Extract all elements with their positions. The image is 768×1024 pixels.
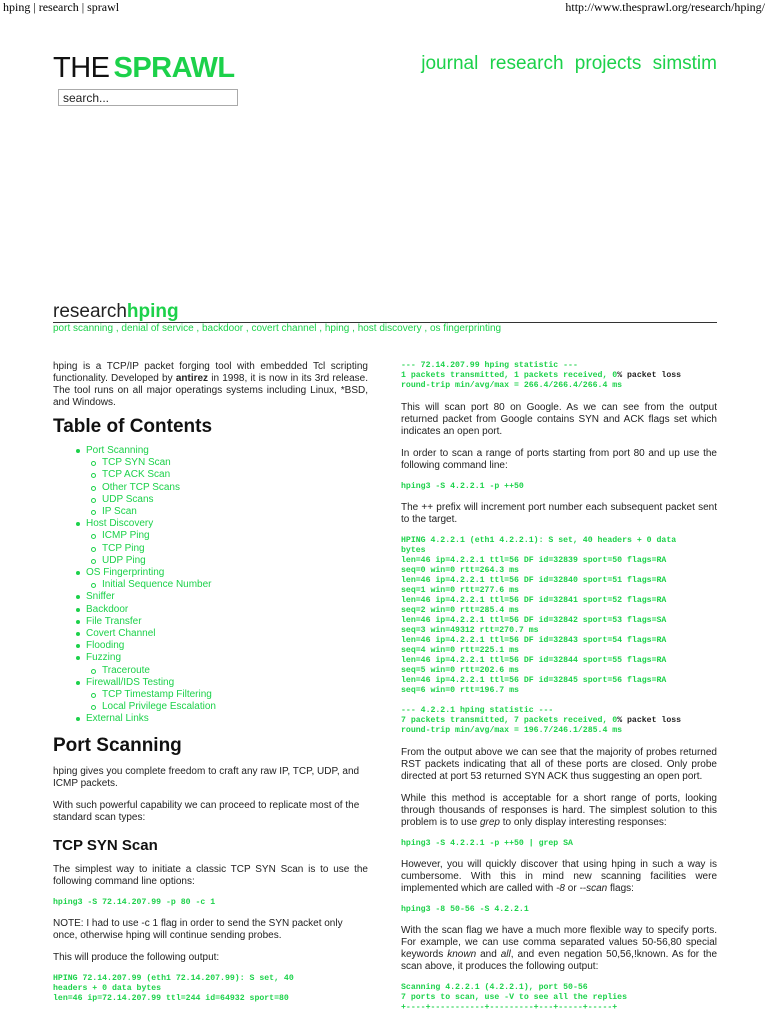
toc-item xyxy=(53,677,368,714)
code-block: hping3 -S 4.2.2.1 -p ++50 | grep SA xyxy=(401,839,573,848)
toc-item xyxy=(53,713,368,725)
toc-sublink[interactable]: TCP ACK Scan xyxy=(102,469,171,481)
code-block: hping3 -8 50-56 -S 4.2.2.1 xyxy=(401,905,529,914)
toc-subitem xyxy=(86,506,368,518)
toc-sublink[interactable]: Traceroute xyxy=(102,664,150,676)
paragraph: In order to scan a range of ports starting from port 80 and up use the following command line: xyxy=(401,448,717,471)
toc-subitem xyxy=(86,555,368,567)
toc-sublink[interactable]: TCP SYN Scan xyxy=(102,457,171,469)
toc-subitem xyxy=(86,457,368,469)
toc-link[interactable]: Host Discovery xyxy=(86,518,154,530)
nav-projects[interactable]: projects xyxy=(574,53,642,74)
tag-link[interactable]: denial of service xyxy=(121,323,194,334)
port-scanning-heading: Port Scanning xyxy=(53,734,182,756)
toc-link[interactable]: Covert Channel xyxy=(86,628,156,640)
paragraph: This will produce the following output: xyxy=(53,951,220,963)
paragraph: With such powerful capability we can proceed to replicate most of the standard scan types: xyxy=(53,799,360,823)
toc-link[interactable]: Port Scanning xyxy=(86,445,149,456)
intro-paragraph: hping is a TCP/IP packet forging tool with embedded Tcl scripting functionality. Developed by antirez in 1998, it is now in its 3rd release. The tool runs on all major operatings systems including Linux, *BSD, and Windows. xyxy=(53,361,368,408)
nav-simstim[interactable]: simstim xyxy=(652,53,717,74)
tag-list: port scanning , denial of service , backdoor , covert channel , hping , host discovery , os fingerprinting xyxy=(53,323,502,334)
toc-item xyxy=(53,445,368,518)
tag-link[interactable]: host discovery xyxy=(357,323,422,334)
paragraph: The simplest way to initiate a classic TCP SYN Scan is to use the following command line options: xyxy=(53,863,368,887)
toc-sublink[interactable]: Other TCP Scans xyxy=(102,481,180,493)
toc-subitem xyxy=(86,494,368,506)
section-title xyxy=(53,301,179,323)
paragraph: While this method is acceptable for a short range of ports, looking through thousands of responses is hard. The simplest solution to this problem is to use grep to only display interesting responses: xyxy=(401,793,717,828)
code-output: HPING 4.2.2.1 (eth1 4.2.2.1): S set, 40 headers + 0 data bytes len=46 ip=4.2.2.1 ttl=56 DF id=32839 sport=50 flags=RA seq=0 win=0 rtt=264.3 ms len=46 ip=4.2.2.1 ttl=56 DF id=32840 sport=51 flags=RA seq=1 win=0 rtt=277.6 ms len=46 ip=4.2.2.1 ttl=56 DF id=32841 sport=52 flags=RA seq=2 win=0 rtt=285.4 ms len=46 ip=4.2.2.1 ttl=56 DF id=32842 sport=53 flags=SA seq=3 win=49312 rtt=270.7 ms len=46 ip=4.2.2.1 ttl=56 DF id=32843 sport=54 flags=RA seq=4 win=0 rtt=225.1 ms len=46 ip=4.2.2.1 ttl=56 DF id=32844 sport=55 flags=RA seq=5 win=0 rtt=202.6 ms len=46 ip=4.2.2.1 ttl=56 DF id=32845 sport=56 flags=RA seq=6 win=0 rtt=196.7 ms xyxy=(401,536,677,695)
author-name: antirez xyxy=(175,373,209,384)
toc-sublink[interactable]: Initial Sequence Number xyxy=(102,579,212,591)
toc-sublink[interactable]: TCP Ping xyxy=(102,542,145,554)
toc-heading: Table of Contents xyxy=(53,416,213,437)
toc-sublist xyxy=(86,579,368,591)
toc-link[interactable]: Flooding xyxy=(86,640,125,652)
browser-page-title: hping | research | sprawl xyxy=(3,0,120,14)
toc-sublink[interactable]: IP Scan xyxy=(102,506,137,518)
site-logo[interactable] xyxy=(53,52,235,85)
tag-link[interactable]: covert channel xyxy=(251,323,317,334)
toc-item xyxy=(53,628,368,640)
logo-the: THE xyxy=(53,52,110,84)
toc-item xyxy=(53,640,368,652)
toc-item xyxy=(53,616,368,628)
search-input[interactable] xyxy=(58,89,238,106)
code-block: hping3 -S 4.2.2.1 -p ++50 xyxy=(401,482,524,491)
toc-sublist xyxy=(86,530,368,567)
code-block: hping3 -S 72.14.207.99 -p 80 -c 1 xyxy=(53,897,216,907)
nav-journal[interactable]: journal xyxy=(421,53,479,74)
toc-link[interactable]: Firewall/IDS Testing xyxy=(86,676,175,688)
toc-sublist xyxy=(86,689,368,713)
toc-sublink[interactable]: Local Privilege Escalation xyxy=(102,701,216,713)
toc-sublist xyxy=(86,457,368,518)
toc-sublink[interactable]: ICMP Ping xyxy=(102,530,150,542)
toc-subitem xyxy=(86,530,368,542)
paragraph: The ++ prefix will increment port number each subsequent packet sent to the target. xyxy=(401,502,717,525)
toc-subitem xyxy=(86,469,368,481)
paragraph: hping gives you complete freedom to craft any raw IP, TCP, UDP, and ICMP packets. xyxy=(53,765,360,789)
toc-link[interactable]: External Links xyxy=(86,713,149,725)
toc-subitem xyxy=(86,482,368,494)
left-column xyxy=(53,361,368,1004)
toc-sublink[interactable]: UDP Scans xyxy=(102,493,154,505)
toc-subitem xyxy=(86,689,368,701)
toc-item xyxy=(53,604,368,616)
toc-link[interactable]: Fuzzing xyxy=(86,652,122,664)
toc-item xyxy=(53,567,368,591)
toc-link[interactable]: Backdoor xyxy=(86,603,129,615)
right-column xyxy=(401,361,717,1013)
toc-item xyxy=(53,591,368,603)
toc-link[interactable]: OS Fingerprinting xyxy=(86,567,165,579)
browser-url: http://www.thesprawl.org/research/hping/ xyxy=(565,0,765,14)
toc-subitem xyxy=(86,543,368,555)
paragraph: This will scan port 80 on Google. As we can see from the output returned packet from Google contains SYN and ACK flags set which indicates an open port. xyxy=(401,402,717,437)
toc-item xyxy=(53,518,368,567)
tcp-syn-heading: TCP SYN Scan xyxy=(53,836,158,854)
toc-link[interactable]: File Transfer xyxy=(86,615,142,627)
tag-link[interactable]: hping xyxy=(324,323,350,334)
tag-link[interactable]: port scanning xyxy=(53,323,114,334)
table-of-contents xyxy=(53,445,368,726)
section-prefix[interactable]: research xyxy=(53,301,127,322)
toc-subitem xyxy=(86,701,368,713)
section-name: hping xyxy=(126,301,179,322)
code-output: Scanning 4.2.2.1 (4.2.2.1), port 50-56 7 ports to scan, use -V to see all the replies +----+-----------+---------+---+-----+-----+ xyxy=(401,983,628,1012)
paragraph: However, you will quickly discover that using hping in such a way is cumbersome. With this in mind new scanning facilities were implemented which are called with -8 or --scan flags: xyxy=(401,859,717,894)
code-output: --- 72.14.207.99 hping statistic --- 1 packets transmitted, 1 packets received, 0% packet loss round-trip min/avg/max = 266.4/266.4/266.4 ms xyxy=(401,361,682,390)
paragraph: With the scan flag we have a much more flexible way to specify ports. For example, we can use comma separated values 50-56,80 special keywords known and all, and even negation 50,56,!known. As for the scan above, it produces the following output: xyxy=(401,925,718,972)
tag-link[interactable]: os fingerprinting xyxy=(429,323,502,334)
toc-item xyxy=(53,652,368,676)
nav-research[interactable]: research xyxy=(489,53,564,74)
toc-sublink[interactable]: UDP Ping xyxy=(102,554,146,566)
code-output: --- 4.2.2.1 hping statistic --- 7 packets transmitted, 7 packets received, 0% packet loss round-trip min/avg/max = 196.7/246.1/285.4 ms xyxy=(401,706,682,735)
toc-link[interactable]: Sniffer xyxy=(86,591,115,603)
note-paragraph: NOTE: I had to use -c 1 flag in order to send the SYN packet only once, otherwise hping will continue sending probes. xyxy=(53,917,343,941)
tag-link[interactable]: backdoor xyxy=(202,323,244,334)
toc-subitem xyxy=(86,579,368,591)
top-nav xyxy=(415,53,717,75)
code-output: HPING 72.14.207.99 (eth1 72.14.207.99): S set, 40 headers + 0 data bytes len=46 ip=72.14.207.99 ttl=244 id=64932 sport=80 xyxy=(53,973,294,1003)
logo-sprawl: SPRAWL xyxy=(113,52,235,84)
paragraph: From the output above we can see that the majority of probes returned RST packets indicating that all of these ports are closed. Only probe directed at port 53 returned SYN ACK thus suggesting an open port. xyxy=(401,747,717,782)
toc-sublist xyxy=(86,665,368,677)
toc-subitem xyxy=(86,665,368,677)
toc-sublink[interactable]: TCP Timestamp Filtering xyxy=(102,689,212,701)
